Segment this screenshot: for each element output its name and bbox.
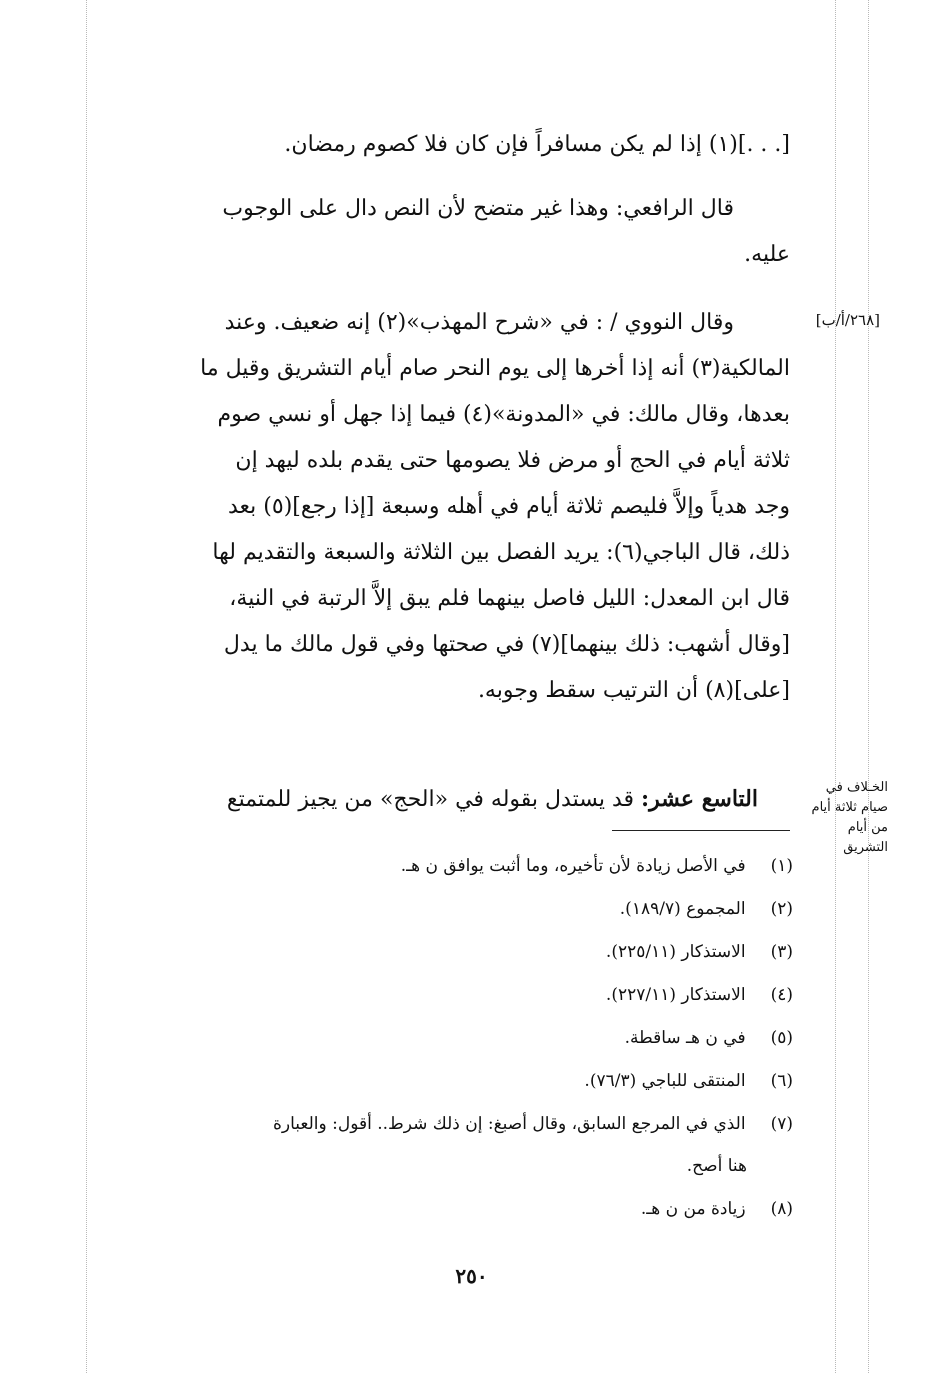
text-line: ذلك، قال الباجي(٦): يريد الفصل بين الثلاثة والسبعة والتقديم لها bbox=[212, 540, 790, 565]
footnote bbox=[625, 1025, 793, 1051]
footnote-number: (٦) bbox=[770, 1071, 793, 1091]
footnote-text: الاستذكار (٢٢٥/١١). bbox=[605, 942, 746, 962]
text-line: وجد هدياً وإلاَّ فليصم ثلاثة أيام في أهله وسبعة [إذا رجع](٥) بعد bbox=[227, 494, 790, 519]
footnote bbox=[584, 1068, 793, 1094]
footnote-number: (٨) bbox=[770, 1199, 793, 1219]
paragraph-2 bbox=[118, 186, 790, 278]
text-line: عليه. bbox=[744, 242, 790, 267]
paragraph-1 bbox=[118, 122, 790, 168]
footnote-continuation: هنا أصح. bbox=[686, 1156, 747, 1176]
footnote-text: زيادة من ن هـ. bbox=[640, 1199, 746, 1219]
footnote-number: (٥) bbox=[770, 1028, 793, 1048]
footnote bbox=[401, 853, 793, 879]
scan-guide-line bbox=[835, 0, 836, 1373]
margin-topic-line: صيام ثلاثة أيام bbox=[811, 800, 888, 815]
text-line: [. . .](١) إذا لم يكن مسافراً فإن كان فلا كصوم رمضان. bbox=[284, 132, 790, 157]
page-number: ٢٥٠ bbox=[455, 1264, 488, 1288]
text-line: قال ابن المعدل: الليل فاصل بينهما فلم يبق إلاَّ الرتبة في النية، bbox=[229, 586, 790, 611]
paragraph-4 bbox=[118, 776, 790, 823]
text-line: ثلاثة أيام في الحج أو مرض فلا يصومها حتى يقدم بلده ليهد إن bbox=[235, 448, 790, 473]
section-lead: التاسع عشر: bbox=[641, 786, 758, 812]
text-line: قال الرافعي: وهذا غير متضح لأن النص دال على الوجوب bbox=[222, 196, 734, 221]
folio-marker: [٢٦٨/أ/ب] bbox=[815, 311, 880, 329]
footnote-number: (٤) bbox=[770, 985, 793, 1005]
footnote-text: الاستذكار (٢٢٧/١١). bbox=[605, 985, 746, 1005]
scan-guide-line bbox=[868, 0, 869, 1373]
footnote-text: المجموع (١٨٩/٧). bbox=[619, 899, 746, 919]
text-line: قد يستدل بقوله في «الحج» من يجيز للمتمتع bbox=[226, 787, 642, 812]
footnote bbox=[273, 1111, 793, 1137]
text-line: وقال النووي / : في «شرح المهذب»(٢) إنه ضعيف. وعند bbox=[224, 310, 734, 335]
footnote-text: في الأصل زيادة لأن تأخيره، وما أثبت يوافق ن هـ. bbox=[400, 856, 746, 876]
footnote-number: (٣) bbox=[770, 942, 793, 962]
footnote-separator bbox=[612, 830, 790, 831]
margin-topic-line: من أيام التشريق bbox=[843, 820, 888, 855]
margin-topic-line: الخـلاف في bbox=[825, 780, 888, 795]
margin-topic-note bbox=[808, 778, 888, 858]
text-line: [وقال أشهب: ذلك بينهما](٧) في صحتها وفي قول مالك ما يدل bbox=[223, 632, 790, 657]
text-line: [على](٨) أن الترتيب سقط وجوبه. bbox=[477, 678, 790, 703]
footnote bbox=[606, 982, 793, 1008]
footnote bbox=[641, 1196, 793, 1222]
footnote-number: (١) bbox=[770, 856, 793, 876]
footnote-number: (٢) bbox=[770, 899, 793, 919]
text-line: بعدها، وقال مالك: في «المدونة»(٤) فيما إذا جهل أو نسي صوم bbox=[217, 402, 790, 427]
footnote bbox=[620, 896, 793, 922]
text-line: المالكية(٣) أنه إذا أخرها إلى يوم النحر صام أيام التشريق وقيل ما bbox=[200, 356, 790, 381]
paragraph-3 bbox=[118, 300, 790, 714]
footnote-text: المنتقى للباجي (٧٦/٣). bbox=[584, 1071, 746, 1091]
footnote-text: في ن هـ ساقطة. bbox=[624, 1028, 746, 1048]
scan-guide-line bbox=[86, 0, 87, 1373]
footnote-text: الذي في المرجع السابق، وقال أصبغ: إن ذلك شرط.. أقول: والعبارة bbox=[272, 1114, 746, 1134]
footnote-number: (٧) bbox=[770, 1114, 793, 1134]
footnote bbox=[606, 939, 793, 965]
